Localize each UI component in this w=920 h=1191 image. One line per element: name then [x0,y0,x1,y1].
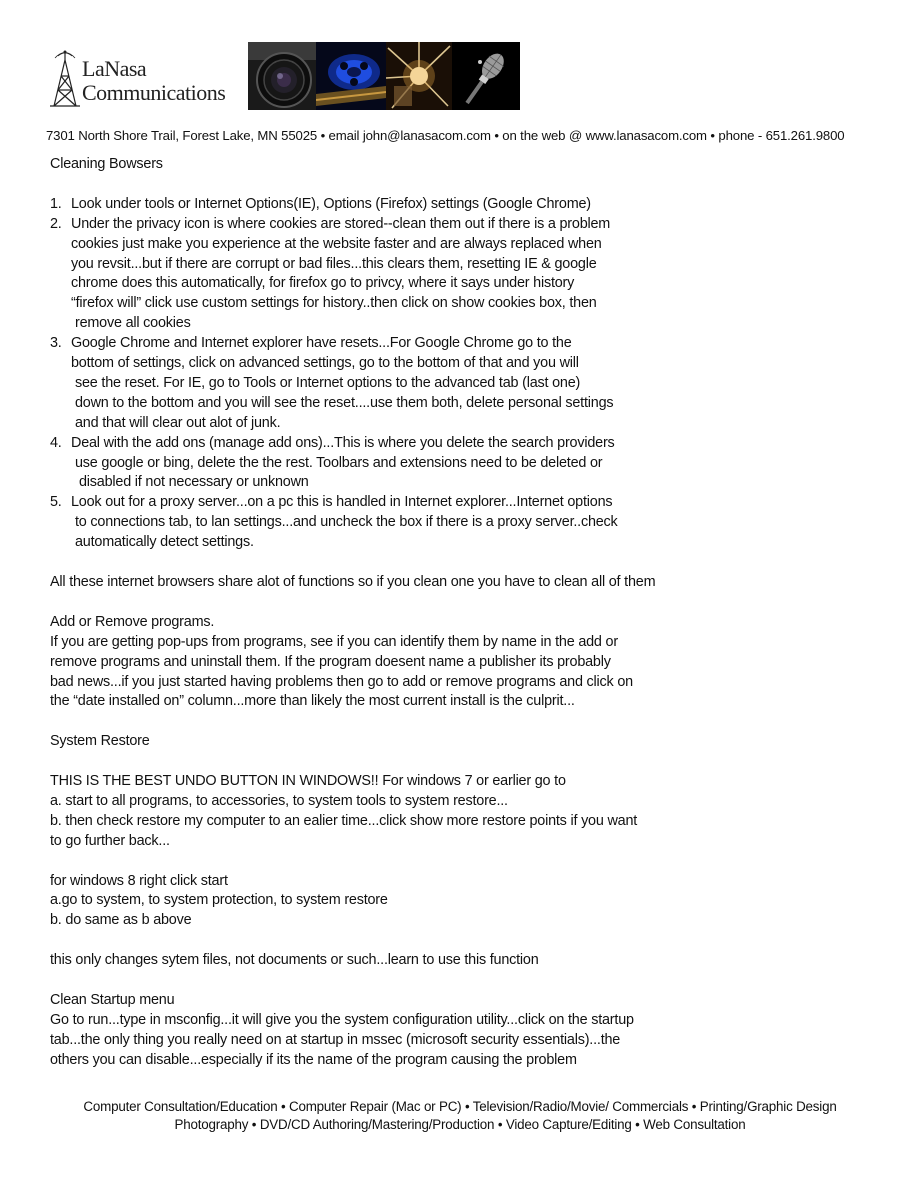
list-item-line: bottom of settings, click on advanced settings, go to the bottom of that and you will [71,355,579,372]
list-item-line: use google or bing, delete the the rest. Toolbars and extensions need to be deleted or [75,454,603,471]
microphone-photo [452,42,520,110]
restore-line: b. then check restore my computer to an ealier time...click show more restore points if you want [50,812,638,829]
list-item-line: Look out for a proxy server...on a pc this is handled in Internet explorer...Internet options [71,494,613,511]
list-item-line: Deal with the add ons (manage add ons)...This is where you delete the search providers [71,434,615,451]
windows8-paragraph [50,872,900,932]
browsers-summary: All these internet browsers share alot of functions so if you clean one you have to clean all of them [50,574,656,590]
logo-name-line1: LaNasa [82,56,147,81]
footer-line-1: Computer Consultation/Education • Computer Repair (Mac or PC) • Television/Radio/Movie/ Commercials • Printing/Graphic Design [83,1099,837,1114]
list-item-line: cookies just make you experience at the website faster and are always replaced when [71,235,602,252]
section-heading-programs: Add or Remove programs. [50,613,215,630]
programs-line: remove programs and uninstall them. If the program doesent name a publisher its probably [50,653,611,670]
programs-line: If you are getting pop-ups from programs, see if you can identify them by name in the add or [50,633,618,650]
browser-steps-list [50,195,900,553]
restore-paragraph [50,772,900,852]
list-item [50,334,900,434]
list-item-line: to connections tab, to lan settings...and uncheck the box if there is a proxy server..check [75,514,618,531]
startup-line: others you can disable...especially if its the name of the program causing the problem [50,1051,577,1068]
restore-line: to go further back... [50,832,170,849]
list-item-line: you revsit...but if there are corrupt or bad files...this clears them, resetting IE & google [71,255,597,272]
company-logo [46,44,246,112]
camera-lens-photo [248,42,316,110]
section-heading-restore: System Restore [50,733,150,750]
list-item-line: Google Chrome and Internet explorer have resets...For Google Chrome go to the [71,335,572,352]
document-body [50,155,900,1071]
film-reel-photo [316,42,386,110]
list-item-line: and that will clear out alot of junk. [75,414,281,431]
list-item-line: Under the privacy icon is where cookies are stored--clean them out if there is a problem [71,215,611,232]
footer-line-2: Photography • DVD/CD Authoring/Mastering/Production • Video Capture/Editing • Web Consultation [174,1117,746,1132]
list-item-line: disabled if not necessary or unknown [79,474,309,491]
contact-info-line: 7301 North Shore Trail, Forest Lake, MN 55025 • email john@lanasacom.com • on the web @ www.lanasacom.com • phone - 651.261.9800 [46,128,845,143]
windows8-line: for windows 8 right click start [50,872,228,889]
list-item-number: 1. [50,195,62,212]
startup-line: tab...the only thing you really need on at startup in mssec (microsoft security essentials)...the [50,1031,621,1048]
list-item-line: automatically detect settings. [75,534,254,551]
list-item [50,493,900,553]
list-item-number: 4. [50,434,62,451]
startup-line: Go to run...type in msconfig...it will give you the system configuration utility...click on the startup [50,1011,634,1028]
section-heading-startup: Clean Startup menu [50,991,175,1008]
list-item-number: 5. [50,494,62,511]
programs-paragraph [50,633,900,713]
list-item-line: see the reset. For IE, go to Tools or Internet options to the advanced tab (last one) [75,374,581,391]
list-item [50,215,900,334]
list-item-line: remove all cookies [75,315,191,332]
list-item-number: 2. [50,215,62,232]
header-photo-strip [248,42,520,110]
windows8-line: a.go to system, to system protection, to system restore [50,892,388,909]
startup-paragraph [50,1011,900,1071]
programs-line: the “date installed on” column...more than likely the most current install is the culprit... [50,693,575,710]
windows8-line: b. do same as b above [50,912,192,929]
restore-line: a. start to all programs, to accessories, to system tools to system restore... [50,792,508,809]
list-item [50,195,900,215]
list-item-line: down to the bottom and you will see the reset....use them both, delete personal settings [75,394,614,411]
list-item [50,434,900,494]
list-item-line: “firefox will” click use custom settings for history..then click on show cookies box, then [71,295,597,312]
list-item-line: Look under tools or Internet Options(IE), Options (Firefox) settings (Google Chrome) [71,195,591,212]
logo-name-line2: Communications [82,80,226,105]
list-item-line: chrome does this automatically, for firefox go to privcy, where it says under history [71,275,575,292]
light-burst-photo [386,42,452,110]
programs-line: bad news...if you just started having problems then go to add or remove programs and click on [50,673,633,690]
restore-line: THIS IS THE BEST UNDO BUTTON IN WINDOWS!! For windows 7 or earlier go to [50,773,566,790]
restore-note: this only changes sytem files, not documents or such...learn to use this function [50,952,539,969]
section-heading-browsers: Cleaning Bowsers [50,156,163,172]
list-item-number: 3. [50,335,62,352]
radio-tower-icon [48,50,82,108]
services-footer [0,1098,920,1134]
